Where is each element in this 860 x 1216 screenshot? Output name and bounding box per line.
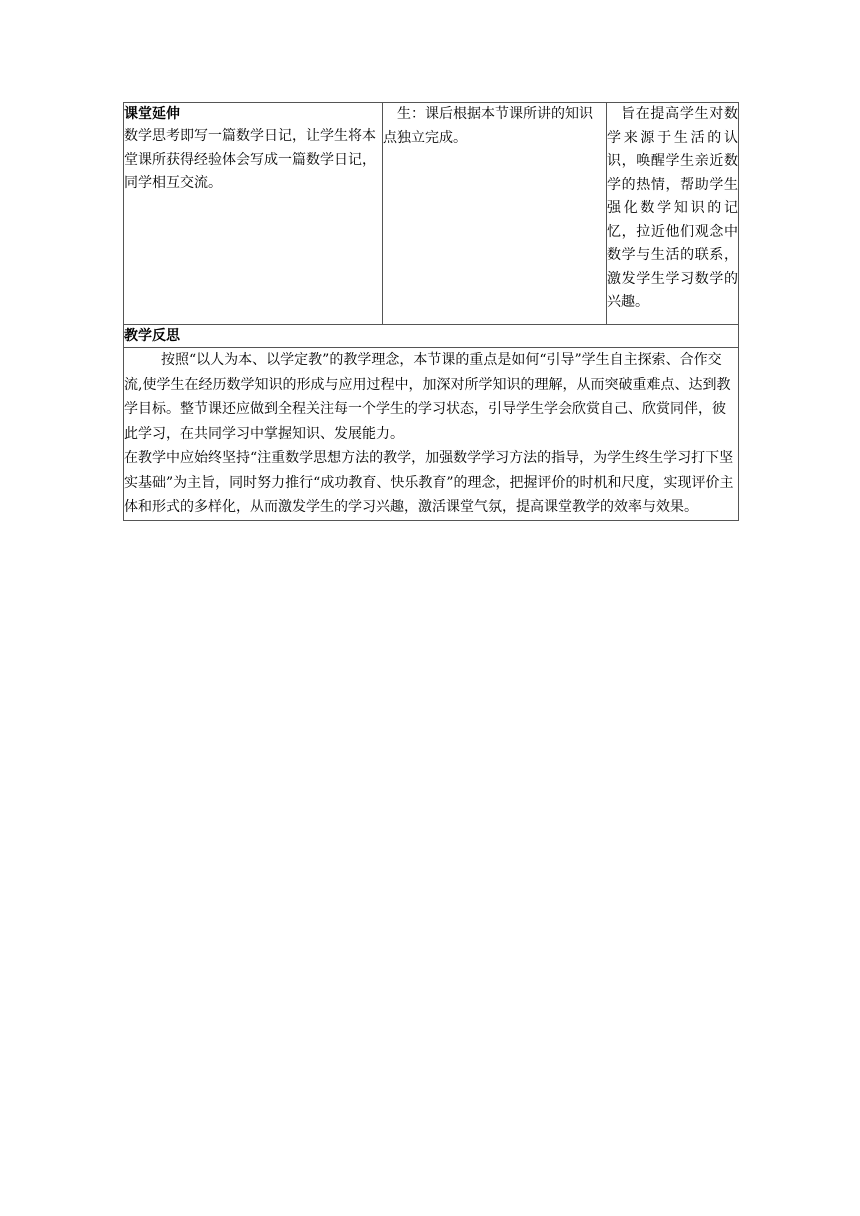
student-activity-text: 生：课后根据本节课所讲的知识点独立完成。 — [383, 106, 593, 146]
extension-heading: 课堂延伸 — [124, 106, 180, 122]
reflection-paragraph-1: 按照“以人为本、以学定教”的教学理念，本节课的重点是如何“引导”学生自主探索、合作交流,使学生在经历数学知识的形成与应用过程中，加深对所学知识的理解，从而突破重难点、达到教学目标。整节课还应做到全程关注每一个学生的学习状态，引导学生学会欣赏自己、欣赏同伴，彼此学习，在共同学习中掌握知识、发展能力。 — [124, 352, 731, 442]
extension-content: 数学思考即写一篇数学日记，让学生将本堂课所获得经验体会写成一篇数学日记，同学相互交流。 — [124, 128, 376, 191]
reflection-heading: 教学反思 — [124, 328, 180, 344]
reflection-paragraph-2: 在教学中应始终坚持“注重数学思想方法的教学，加强数学学习方法的指导，为学生终生学习打下坚实基础”为主旨，同时努力推行“成功教育、快乐教育”的理念，把握评价的时机和尺度，实现评价主体和形式的多样化，从而激发学生的学习兴趣，激活课堂气氛，提高课堂教学的效率与效果。 — [124, 450, 734, 515]
extension-content-cell — [124, 103, 383, 325]
reflection-heading-cell — [124, 325, 739, 348]
design-intent-cell — [607, 103, 739, 325]
lesson-plan-table — [123, 102, 739, 521]
design-intent-text: 旨在提高学生对数学来源于生活的认识，唤醒学生亲近数学的热情，帮助学生强化数学知识的记忆，拉近他们观念中数学与生活的联系，激发学生学习数学的兴趣。 — [607, 106, 738, 310]
reflection-body-row — [124, 348, 739, 521]
student-activity-cell — [383, 103, 607, 325]
reflection-heading-row — [124, 325, 739, 348]
extension-row — [124, 103, 739, 325]
reflection-body-cell — [124, 348, 739, 521]
